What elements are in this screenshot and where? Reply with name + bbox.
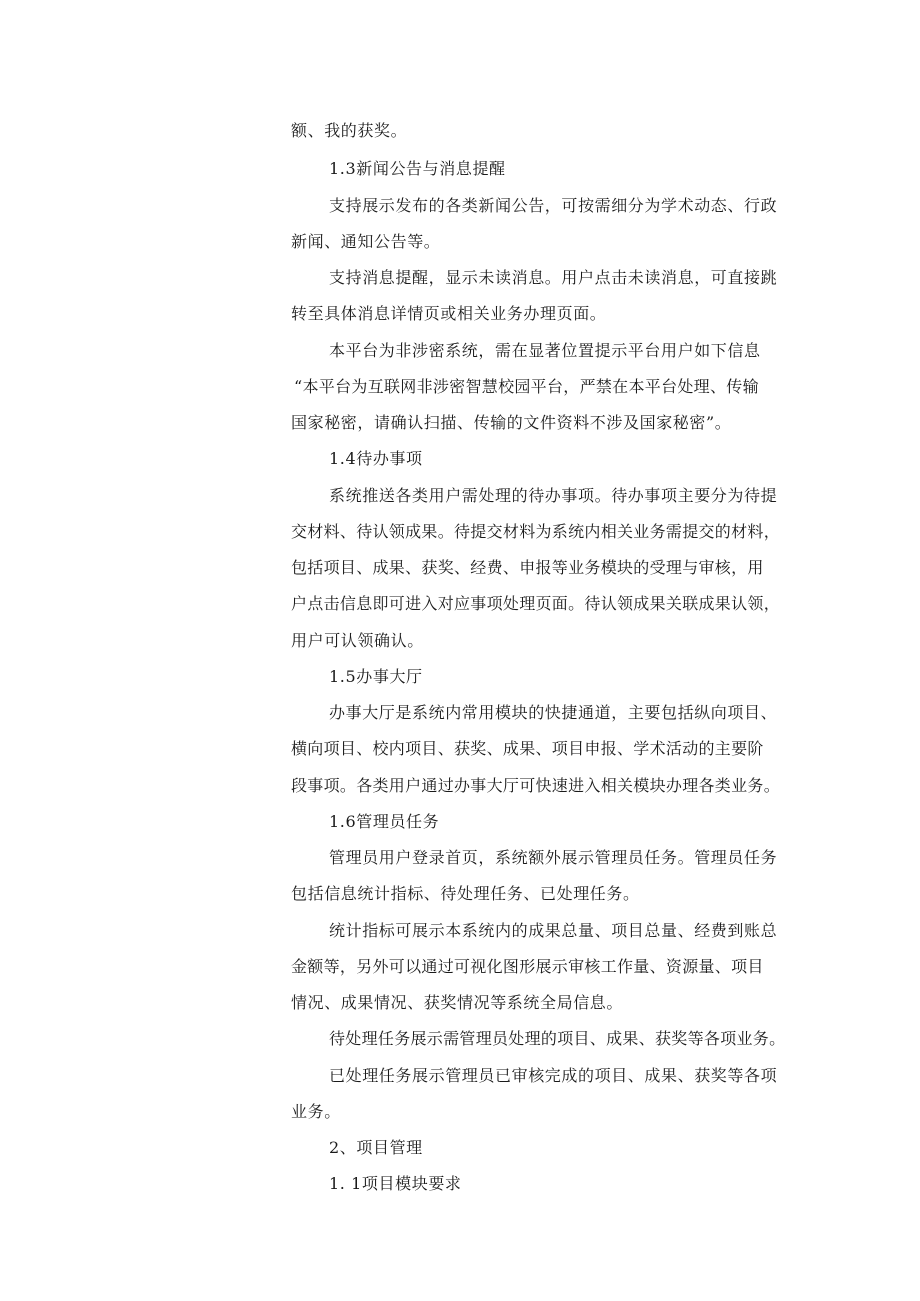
section-heading-2: 2、项目管理 — [329, 1138, 423, 1157]
paragraph-line: 包括信息统计指标、待处理任务、已处理任务。 — [291, 884, 640, 903]
section-heading-1-3: 1.3新闻公告与消息提醒 — [329, 159, 506, 178]
paragraph-line: 待处理任务展示需管理员处理的项目、成果、获奖等各项业务。 — [329, 1029, 786, 1048]
paragraph-line: 用户可认领确认。 — [291, 631, 424, 650]
paragraph-line: 支持展示发布的各类新闻公告，可按需细分为学术动态、行政 — [329, 196, 778, 215]
section-heading-1-4: 1.4待办事项 — [329, 449, 423, 468]
paragraph-line: 情况、成果情况、获奖情况等系统全局信息。 — [291, 993, 624, 1012]
section-heading-1-1: 1. 1项目模块要求 — [329, 1174, 462, 1193]
paragraph-line: 交材料、待认领成果。待提交材料为系统内相关业务需提交的材料， — [291, 522, 781, 541]
paragraph-line: 已处理任务展示管理员已审核完成的项目、成果、获奖等各项 — [329, 1066, 778, 1085]
section-heading-1-6: 1.6管理员任务 — [329, 812, 440, 831]
paragraph-line: 统计指标可展示本系统内的成果总量、项目总量、经费到账总 — [329, 921, 778, 940]
paragraph-line: 支持消息提醒，显示未读消息。用户点击未读消息，可直接跳 — [329, 268, 778, 287]
paragraph-line: 新闻、通知公告等。 — [291, 232, 441, 251]
paragraph-line: 办事大厅是系统内常用模块的快捷通道，主要包括纵向项目、 — [329, 703, 778, 722]
paragraph-line: 国家秘密，请确认扫描、传输的文件资料不涉及国家秘密”。 — [291, 413, 732, 432]
paragraph-line: 额、我的获奖。 — [291, 121, 408, 140]
paragraph-line: 户点击信息即可进入对应事项处理页面。待认领成果关联成果认领， — [291, 594, 781, 613]
paragraph-line: 段事项。各类用户通过办事大厅可快速进入相关模块办理各类业务。 — [291, 776, 781, 795]
paragraph-line: 横向项目、校内项目、获奖、成果、项目申报、学术活动的主要阶 — [291, 739, 764, 758]
paragraph-line: 包括项目、成果、获奖、经费、申报等业务模块的受理与审核，用 — [291, 558, 764, 577]
section-heading-1-5: 1.5办事大厅 — [329, 667, 423, 686]
paragraph-line: 本平台为非涉密系统，需在显著位置提示平台用户如下信息 — [329, 341, 761, 360]
paragraph-line: 业务。 — [291, 1102, 341, 1121]
paragraph-line: 转至具体消息详情页或相关业务办理页面。 — [291, 304, 607, 323]
paragraph-line: “本平台为互联网非涉密智慧校园平台，严禁在本平台处理、传输 — [294, 377, 759, 396]
paragraph-line: 系统推送各类用户需处理的待办事项。待办事项主要分为待提 — [329, 486, 778, 505]
paragraph-line: 金额等，另外可以通过可视化图形展示审核工作量、资源量、项目 — [291, 957, 764, 976]
paragraph-line: 管理员用户登录首页，系统额外展示管理员任务。管理员任务 — [329, 848, 778, 867]
